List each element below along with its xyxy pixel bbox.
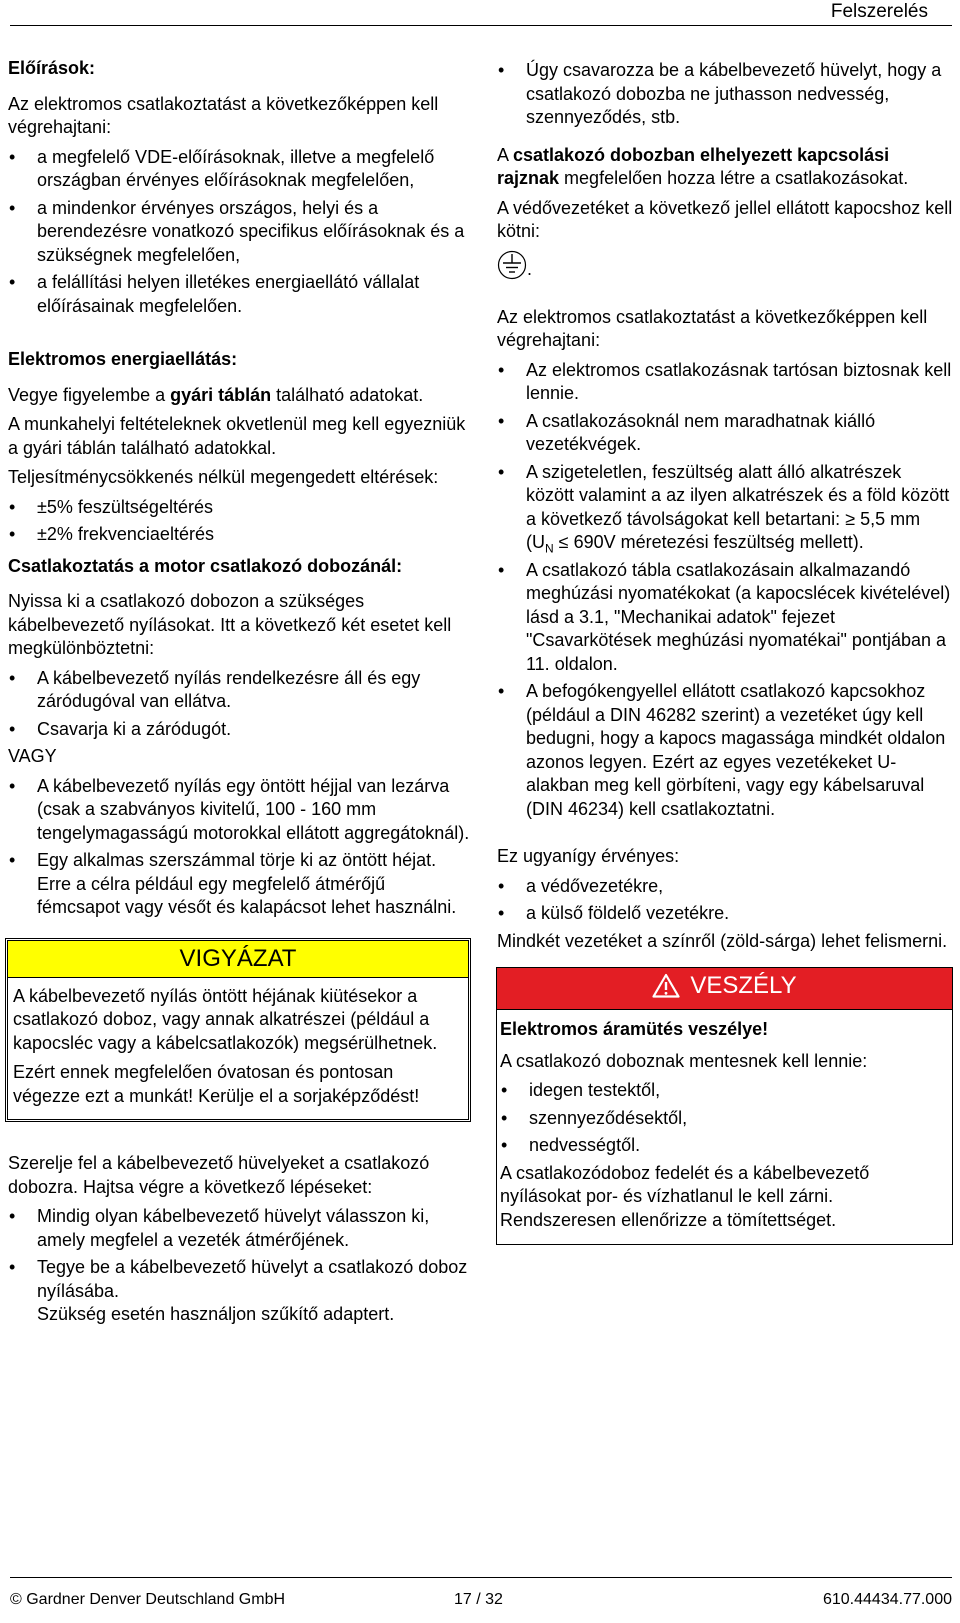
text-span: található adatokat. [271,384,424,405]
list-item: • szennyeződésektől, [500,1107,949,1131]
list-item: • A csatlakozásoknál nem maradhatnak kiálló vezetékvégek. [497,410,953,457]
header-title: Felszerelés [830,1,928,22]
mount-list [8,1205,471,1327]
supply-heading: Elektromos energiaellátás: [8,349,238,369]
rules-heading: Előírások: [8,58,96,78]
right-top-list [497,59,953,130]
list-item: • A kábelbevezető nyílás rendelkezésre áll és egy záródugóval van ellátva. [8,667,471,714]
earth-paragraph: A védővezetéket a következő jellel ellátott kapocshoz kell kötni: [497,197,953,241]
list-item: • A kábelbevezető nyílás egy öntött héjjal van lezárva (csak a szabványos kivitelű, 100 - 160 mm tengelymagasságú motorokkal ellátott aggregátoknál). [8,775,471,846]
danger-body [497,1010,952,1244]
danger-title: VESZÉLY [690,972,797,999]
list-item: • ±5% feszültségeltérés [8,496,471,520]
text-span: Szükség esetén használjon szűkítő adaptert. [37,1304,395,1324]
list-item: • Egy alkalmas szerszámmal törje ki az öntött héjat. Erre a célra például egy megfelelő átmérőjű fémcsapot vagy vésőt és kalapácsot lehet használni. [8,849,471,920]
text-span: (U [526,532,545,552]
list-item: • a védővezetékre, [497,875,953,899]
subscript: N [545,541,554,556]
text-span: Tegye be a kábelbevezető hüvelyt a csatlakozó doboz nyílásába. [37,1257,468,1301]
list-item: • A befogókengyellel ellátott csatlakozó kapcsokhoz (például a DIN 46282 szerint) a vezetéket úgy kell bedugni, hogy a kapocs magassága mindkét oldalon azonos legyen. Ezért az egyes vezetékeket U-alakban meg kell görbíteni, vagy egy kábelsaruval (DIN 46234) kell csatlakoztatni. [497,680,953,821]
list-item: • a felállítási helyen illetékes energiaellátó vállalat előírásainak megfelelően. [8,271,471,318]
list-item: • Úgy csavarozza be a kábelbevezető hüvelyt, hogy a csatlakozó dobozba ne juthasson nedvesség, szennyeződés, stb. [497,59,953,130]
protective-earth-icon [497,250,527,287]
list-item: • idegen testektől, [500,1079,949,1103]
list-item: • Az elektromos csatlakozásnak tartósan biztosnak kell lennie. [497,359,953,406]
caution-body [8,978,468,1120]
text-span: Vegye figyelembe a [8,384,171,405]
bold-text: csatlakozó dobozban elhelyezett kapcsolási rajznak [497,144,890,188]
connect-rules-list [497,359,953,822]
caution-title: VIGYÁZAT [8,941,468,978]
footer-company: © Gardner Denver Deutschland GmbH [10,1591,286,1608]
bold-text: gyári táblán [170,384,272,405]
footer-document-number: 610.44434.77.000 [822,1591,952,1608]
text-span: A [497,144,514,165]
text-span: megfelelően hozza létre a csatlakozásokat. [559,168,909,188]
text-span: ≥ [845,508,856,529]
left-column [8,57,471,1331]
connect-paragraph: Nyissa ki a csatlakozó dobozon a szükséges kábelbevezető nyílásokat. Itt a következő két esetet kell megkülönböztetni: [8,591,452,658]
list-item: • a megfelelő VDE-előírásoknak, illetve a megfelelő országban érvényes előírásoknak megfelelően, [8,146,471,193]
list-item: • A csatlakozó tábla csatlakozásain alkalmazandó meghúzási nyomatékokat (a kapocslécek kivételével) lásd a 3.1, "Mechanikai adatok" fejezet "Csavarkötések meghúzási nyomatékai" pontjában a 11. oldalon. [497,559,953,677]
danger-subtitle: Elektromos áramütés veszélye! [500,1019,769,1039]
right-column [497,59,953,1245]
supply-paragraph-2: A munkahelyi feltételeknek okvetlenül meg kell egyezniük a gyári táblán található adatokkal. [8,414,466,458]
list-item: • ±2% frekvenciaeltérés [8,523,471,547]
danger-list [500,1079,949,1158]
caution-box [5,938,471,1123]
caution-paragraph-2: Ezért ennek megfelelően óvatosan és pontosan végezze ezt a munkát! Kerülje el a sorjaképződést! [13,1062,420,1106]
color-paragraph: Mindkét vezetéket a színről (zöld-sárga) lehet felismerni. [497,930,948,951]
connect-intro: Az elektromos csatlakoztatást a következőképpen kell végrehajtani: [497,306,928,350]
applies-paragraph: Ez ugyanígy érvényes: [497,846,680,866]
warning-triangle-icon [652,973,680,1009]
mount-paragraph: Szerelje fel a kábelbevezető hüvelyeket a csatlakozó dobozra. Hajtsa végre a következő lépéseket: [8,1153,430,1197]
connect-heading: Csatlakoztatás a motor csatlakozó dobozánál: [8,555,403,576]
wiring-paragraph [497,144,953,191]
caution-paragraph-1: A kábelbevezető nyílás öntött héjának kiütésekor a csatlakozó doboz, vagy annak alkatrészei (például a kapocsléc vagy a kábelcsatlakozók) megsérülhetnek. [13,985,438,1053]
list-item [497,461,953,555]
text-span: ≤ [553,532,569,552]
period-text: . [527,258,533,279]
list-item: • Mindig olyan kábelbevezető hüvelyt válasszon ki, amely megfelel a vezeték átmérőjének. [8,1205,471,1252]
footer-page-number: 17 / 32 [454,1591,503,1608]
applies-list [497,875,953,926]
danger-paragraph-1: A csatlakozó doboznak mentesnek kell lennie: [500,1050,868,1071]
list-item: • a külső földelő vezetékre. [497,902,953,926]
footer-rule [10,1577,952,1578]
list-item [8,1256,471,1327]
connect-list-b [8,775,471,920]
earth-symbol-line [497,250,953,284]
text-span: 690V méretezési feszültség mellett). [568,532,864,552]
list-item: • nedvességtől. [500,1134,949,1158]
danger-box [496,967,953,1245]
supply-paragraph-3: Teljesítménycsökkenés nélkül megengedett eltérések: [8,467,439,487]
connect-list-a [8,667,471,742]
tolerance-list [8,496,471,547]
list-item: • Csavarja ki a záródugót. [8,718,471,742]
danger-paragraph-2: A csatlakozódoboz fedelét és a kábelbevezető nyílásokat por- és vízhatlanul le kell zárni. Rendszeresen ellenőrizze a tömítettséget. [500,1162,870,1230]
text-span: A szigeteletlen, feszültség alatt álló alkatrészek között valamint a az ilyen alkatrészek és a föld között a következő távolságokat kell betartani: [526,461,950,529]
supply-paragraph-1 [8,384,471,408]
header-rule [10,25,952,26]
danger-header [497,968,952,1010]
rules-intro: Az elektromos csatlakoztatást a következőképpen kell végrehajtani: [8,93,439,137]
text-span: 5,5 mm [855,508,921,529]
or-label: VAGY [8,746,57,766]
list-item: • a mindenkor érvényes országos, helyi és a berendezésre vonatkozó specifikus előírásoknak és a szükségnek megfelelően, [8,197,471,268]
rules-list [8,146,471,319]
